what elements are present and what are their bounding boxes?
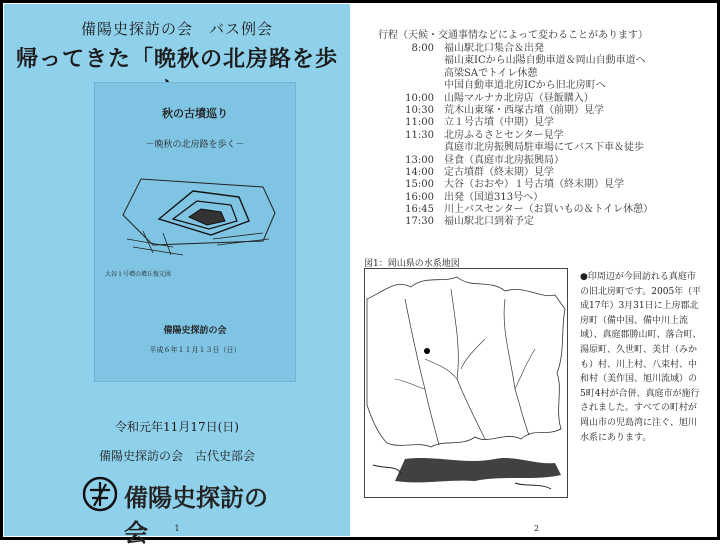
schedule-activity: 定古墳群（終末期）見学 [444,166,554,178]
schedule-time: 11:30 [405,129,434,141]
booklet-subtitle: －晩秋の北房路を歩く－ [145,140,245,150]
schedule-row [378,68,653,80]
schedule [378,26,653,229]
schedule-row [378,204,653,216]
page-number-2: 2 [534,524,540,533]
schedule-row [378,216,653,228]
schedule-time: 10:30 [405,104,434,116]
schedule-row [378,192,653,204]
river-map-drawing [365,269,567,497]
schedule-time: 16:45 [405,204,434,216]
schedule-row [378,155,653,167]
schedule-time: 11:00 [405,117,434,129]
schedule-time: 10:00 [405,92,434,104]
schedule-row [378,179,653,191]
schedule-activity: 出発（国道313号へ） [444,191,544,203]
schedule-row [378,167,653,179]
schedule-row [378,117,653,129]
org-line-2: 備陽史探訪の会 古代史部会 [98,449,255,463]
schedule-activity: 福山東ICから山陽自動車道＆岡山自動車道へ [444,55,646,67]
schedule-activity: 大谷（おおや）１号古墳（終末期）見学 [444,179,624,191]
schedule-header: 行程（天候・交通事情などによって変わることがあります） [378,30,648,41]
event-date: 令和元年11月17日(日) [115,420,239,434]
schedule-activity: 昼食（真庭市北房振興局） [444,154,564,166]
schedule-time [378,80,444,92]
booklet-title: 秋の古墳巡り [162,107,228,120]
schedule-row [378,105,653,117]
schedule-row [378,80,653,92]
schedule-activity: 立１号古墳（中期）見学 [444,117,554,129]
schedule-activity: 福山駅北口集合＆出発 [444,43,544,54]
schedule-activity: 川上バスセンター（お買いもの＆トイレ休憩） [444,204,654,216]
schedule-activity: 荒木山東塚・西塚古墳（前期）見学 [444,104,604,116]
schedule-activity: 山陽マルナカ北房店（昼飯購入） [444,92,594,104]
schedule-activity: 高梁SAでトイレ休憩 [444,67,538,79]
schedule-activity: 中国自動車道北房ICから旧北房町へ [444,80,606,92]
org-logo [82,476,282,547]
logo-mark-icon [82,476,118,512]
water-system-map [364,268,568,498]
booklet-org: 備陽史探訪の会 [163,326,227,336]
schedule-row [378,43,653,55]
schedule-activity: 福山駅北口到着予定 [444,216,534,228]
schedule-time: 16:00 [405,191,434,203]
schedule-time [378,55,444,67]
schedule-activity: 北房ふるさとセンター見学 [444,129,564,141]
schedule-rows [378,43,653,229]
page-number-1: 1 [174,524,180,533]
main-title: 帰ってきた「晩秋の北房路を歩 [15,46,338,72]
org-line: 備陽史探訪の会 バス例会 [80,20,273,38]
booklet-date: 平成６年１１月１３日（日） [149,346,241,354]
cover-page [4,4,350,547]
old-booklet-image [94,82,296,382]
illustration-caption: 大谷１号墳の墳丘復元図 [105,271,172,278]
schedule-row [378,93,653,105]
schedule-time: 13:00 [405,154,434,166]
map-note: ●印周辺が今回訪れる真庭市の旧北房町です。2005年（平成17年）3月31日に上房郡北房町（備中国、備中川上流域）、真庭郡勝山町、落合町、湯原町、久世町、美甘（みかも）村、川上村、八束村、中和村（美作国、旭川流域）の5町4村が合併、真庭市が施行されました。すべての町村が岡山市の児島湾に注ぐ、旭川水系にあります。 [580,272,702,443]
schedule-row [378,55,653,67]
schedule-time [378,68,444,80]
schedule-activity: 真庭市北房振興局駐車場にてバス下車＆徒歩 [444,142,644,154]
schedule-row [378,142,653,154]
schedule-time [378,142,444,154]
schedule-row [378,130,653,142]
figure-title: 図1：岡山県の水系地図 [364,259,460,269]
kofun-illustration [113,169,283,261]
schedule-page [356,4,716,536]
schedule-time: 17:30 [405,216,434,228]
schedule-time: 15:00 [405,179,434,191]
schedule-time: 14:00 [405,166,434,178]
logo-text: 備陽史探訪の会 [124,484,268,547]
schedule-time: 8:00 [411,43,434,54]
